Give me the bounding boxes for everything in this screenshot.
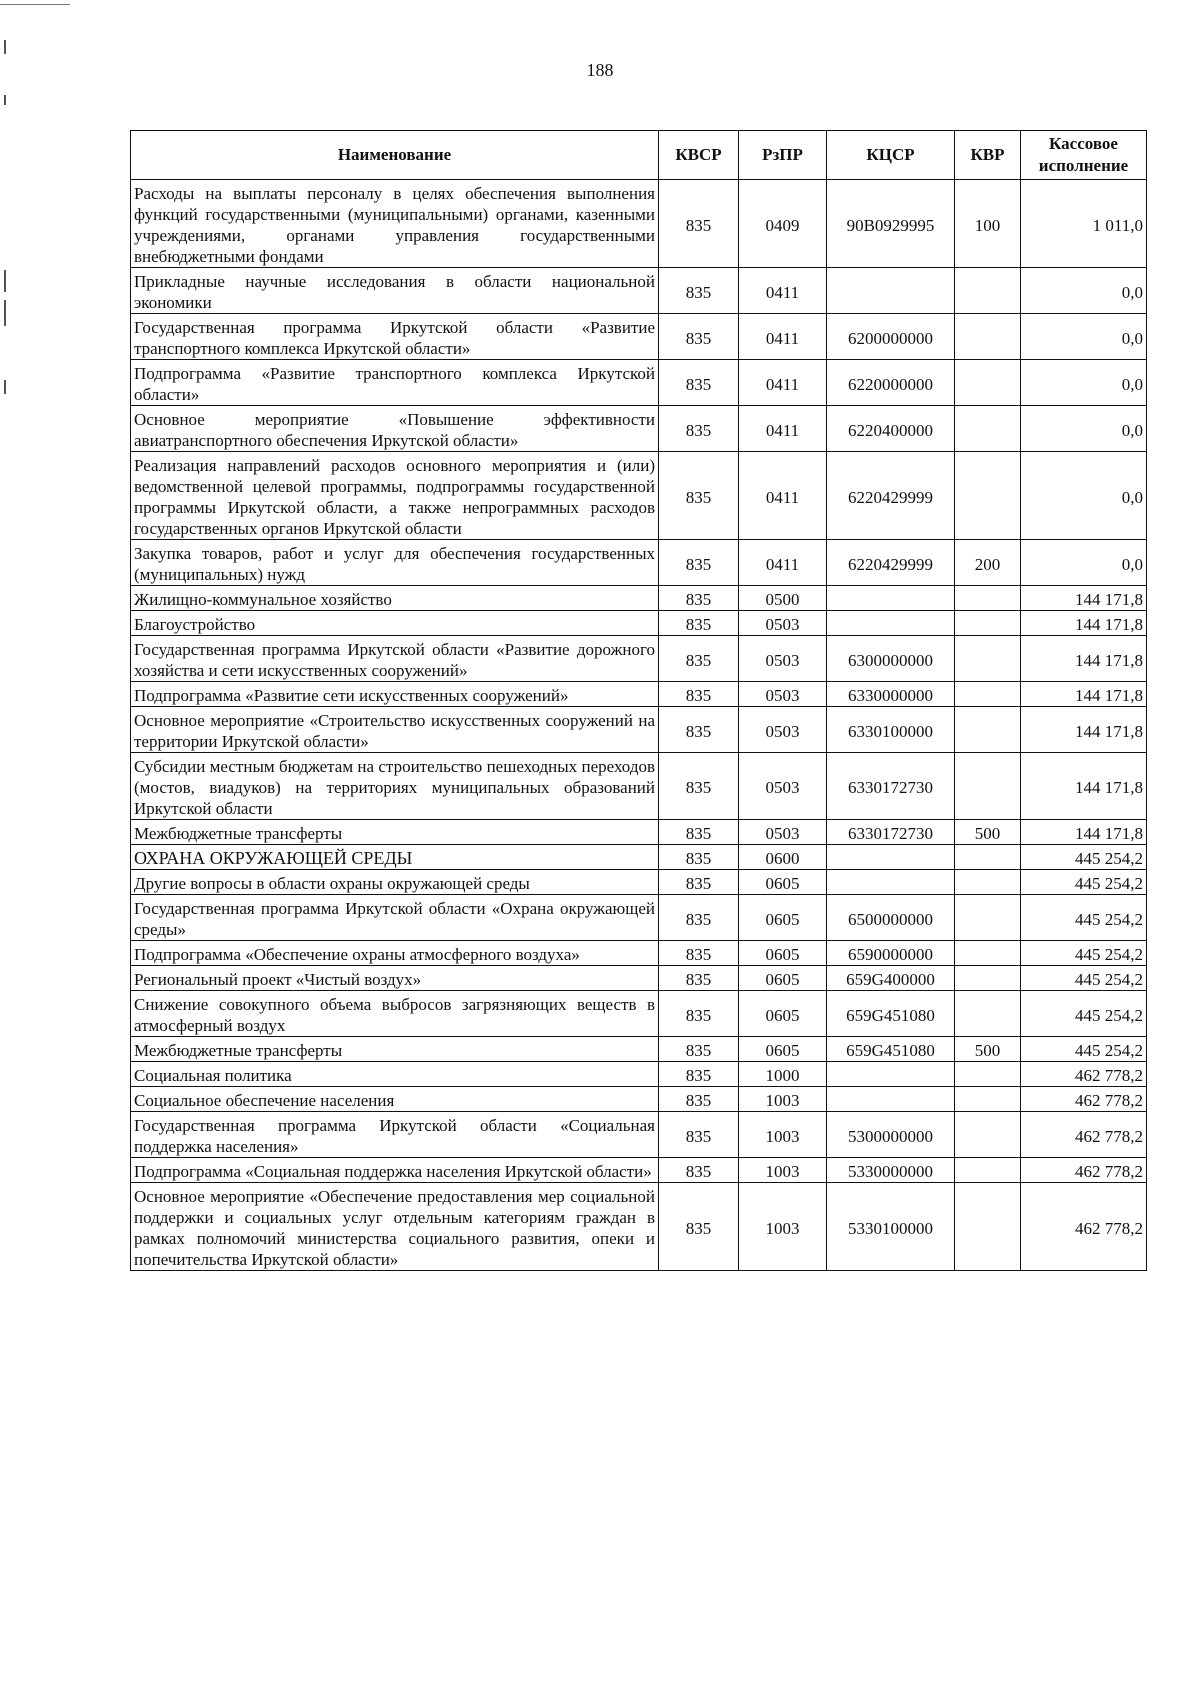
header-name: Наименование [131,131,659,180]
row-kvr-cell [955,360,1021,406]
row-execution-cell: 462 778,2 [1021,1158,1147,1183]
table-row [131,1087,1147,1112]
table-row [131,1037,1147,1062]
row-kvsr-cell: 835 [659,707,739,753]
row-execution-cell: 445 254,2 [1021,1037,1147,1062]
header-kvsr: КВСР [659,131,739,180]
row-execution-cell: 0,0 [1021,268,1147,314]
row-kvr-cell [955,966,1021,991]
table-row [131,1112,1147,1158]
row-rzpr-cell: 1000 [739,1062,827,1087]
row-kcsr-cell: 6500000000 [827,895,955,941]
table-row [131,406,1147,452]
row-execution-cell: 1 011,0 [1021,180,1147,268]
header-execution: Кассовое исполнение [1021,131,1147,180]
row-kcsr-cell: 5330100000 [827,1183,955,1271]
table-row [131,1158,1147,1183]
row-rzpr-cell: 0411 [739,360,827,406]
row-kvr-cell [955,895,1021,941]
row-name-cell: Социальная политика [131,1062,659,1087]
row-kvr-cell: 200 [955,540,1021,586]
row-kcsr-cell: 6330000000 [827,682,955,707]
header-kcsr: КЦСР [827,131,955,180]
row-kvsr-cell: 835 [659,1062,739,1087]
row-kvsr-cell: 835 [659,941,739,966]
row-kvsr-cell: 835 [659,1112,739,1158]
table-row [131,895,1147,941]
scan-mark [4,380,6,394]
row-execution-cell: 0,0 [1021,452,1147,540]
row-kcsr-cell [827,611,955,636]
row-kvr-cell [955,314,1021,360]
row-name-cell: Государственная программа Иркутской области «Социальная поддержка населения» [131,1112,659,1158]
row-kvr-cell [955,268,1021,314]
table-row [131,1183,1147,1271]
table-row [131,360,1147,406]
row-kcsr-cell [827,1087,955,1112]
row-kvsr-cell: 835 [659,820,739,845]
row-kcsr-cell: 6220400000 [827,406,955,452]
row-execution-cell: 144 171,8 [1021,636,1147,682]
scan-mark [4,300,6,326]
row-name-cell: Реализация направлений расходов основного мероприятия и (или) ведомственной целевой программы, подпрограммы государственной программы Иркутской области, а также непрограммных расходов государственных органов Иркутской области [131,452,659,540]
row-name-cell: ОХРАНА ОКРУЖАЮЩЕЙ СРЕДЫ [131,845,659,870]
row-execution-cell: 144 171,8 [1021,753,1147,820]
row-rzpr-cell: 0503 [739,682,827,707]
row-kvr-cell [955,1062,1021,1087]
table-row [131,870,1147,895]
row-execution-cell: 144 171,8 [1021,820,1147,845]
row-kvsr-cell: 835 [659,406,739,452]
row-name-cell: Региональный проект «Чистый воздух» [131,966,659,991]
row-kcsr-cell: 659G451080 [827,991,955,1037]
row-execution-cell: 144 171,8 [1021,586,1147,611]
row-rzpr-cell: 1003 [739,1183,827,1271]
row-kcsr-cell: 659G451080 [827,1037,955,1062]
row-rzpr-cell: 0411 [739,406,827,452]
row-kcsr-cell [827,1062,955,1087]
row-kvsr-cell: 835 [659,991,739,1037]
row-rzpr-cell: 0411 [739,268,827,314]
page-number: 188 [586,60,614,80]
row-kvsr-cell: 835 [659,753,739,820]
table-row [131,268,1147,314]
row-kvr-cell [955,941,1021,966]
row-execution-cell: 144 171,8 [1021,611,1147,636]
row-kcsr-cell [827,586,955,611]
row-name-cell: Расходы на выплаты персоналу в целях обеспечения выполнения функций государственными (муниципальными) органами, казенными учреждениями, органами управления государственными внебюджетными фондами [131,180,659,268]
row-kvsr-cell: 835 [659,540,739,586]
row-kcsr-cell: 6220000000 [827,360,955,406]
table-row [131,180,1147,268]
row-kvr-cell [955,1183,1021,1271]
row-kvr-cell [955,707,1021,753]
row-kvsr-cell: 835 [659,845,739,870]
row-rzpr-cell: 0411 [739,452,827,540]
row-kvr-cell [955,611,1021,636]
row-rzpr-cell: 0503 [739,611,827,636]
row-kvsr-cell: 835 [659,870,739,895]
row-execution-cell: 144 171,8 [1021,707,1147,753]
row-kvr-cell [955,753,1021,820]
row-kvr-cell [955,636,1021,682]
row-kvr-cell [955,1112,1021,1158]
row-name-cell: Закупка товаров, работ и услуг для обеспечения государственных (муниципальных) нужд [131,540,659,586]
row-execution-cell: 144 171,8 [1021,682,1147,707]
row-execution-cell: 0,0 [1021,360,1147,406]
table-row [131,452,1147,540]
row-name-cell: Государственная программа Иркутской области «Охрана окружающей среды» [131,895,659,941]
row-name-cell: Подпрограмма «Обеспечение охраны атмосферного воздуха» [131,941,659,966]
row-rzpr-cell: 0600 [739,845,827,870]
row-rzpr-cell: 1003 [739,1087,827,1112]
row-kvsr-cell: 835 [659,1087,739,1112]
row-execution-cell: 445 254,2 [1021,991,1147,1037]
row-name-cell: Благоустройство [131,611,659,636]
row-name-cell: Социальное обеспечение населения [131,1087,659,1112]
row-rzpr-cell: 0409 [739,180,827,268]
row-rzpr-cell: 0503 [739,820,827,845]
row-kcsr-cell: 90В0929995 [827,180,955,268]
row-execution-cell: 0,0 [1021,406,1147,452]
row-rzpr-cell: 0605 [739,991,827,1037]
table-row [131,707,1147,753]
row-kvsr-cell: 835 [659,360,739,406]
header-rzpr: РзПР [739,131,827,180]
row-kvsr-cell: 835 [659,1183,739,1271]
row-kcsr-cell [827,845,955,870]
table-row [131,636,1147,682]
table-row [131,753,1147,820]
row-name-cell: Субсидии местным бюджетам на строительство пешеходных переходов (мостов, виадуков) на территориях муниципальных образований Иркутской области [131,753,659,820]
row-rzpr-cell: 0605 [739,895,827,941]
table-header-row [131,131,1147,180]
row-rzpr-cell: 0605 [739,941,827,966]
table-row [131,586,1147,611]
row-kvr-cell: 100 [955,180,1021,268]
row-kcsr-cell: 6330100000 [827,707,955,753]
row-rzpr-cell: 0503 [739,753,827,820]
row-name-cell: Межбюджетные трансферты [131,1037,659,1062]
table-row [131,1062,1147,1087]
row-rzpr-cell: 0411 [739,314,827,360]
scan-mark [4,40,6,54]
row-kcsr-cell [827,268,955,314]
row-kcsr-cell: 5300000000 [827,1112,955,1158]
table-row [131,820,1147,845]
row-name-cell: Подпрограмма «Социальная поддержка населения Иркутской области» [131,1158,659,1183]
row-execution-cell: 445 254,2 [1021,870,1147,895]
row-kvr-cell [955,406,1021,452]
table-body [131,180,1147,1271]
row-execution-cell: 462 778,2 [1021,1183,1147,1271]
row-kvsr-cell: 835 [659,636,739,682]
row-execution-cell: 445 254,2 [1021,966,1147,991]
row-kvsr-cell: 835 [659,966,739,991]
row-kvr-cell [955,452,1021,540]
row-kvsr-cell: 835 [659,452,739,540]
row-name-cell: Прикладные научные исследования в области национальной экономики [131,268,659,314]
table-row [131,540,1147,586]
row-kvsr-cell: 835 [659,314,739,360]
row-kcsr-cell: 6200000000 [827,314,955,360]
row-name-cell: Государственная программа Иркутской области «Развитие дорожного хозяйства и сети искусственных сооружений» [131,636,659,682]
row-kvsr-cell: 835 [659,586,739,611]
row-name-cell: Основное мероприятие «Строительство искусственных сооружений на территории Иркутской области» [131,707,659,753]
row-rzpr-cell: 0503 [739,636,827,682]
row-kcsr-cell: 5330000000 [827,1158,955,1183]
row-kvr-cell: 500 [955,820,1021,845]
row-kcsr-cell: 6330172730 [827,753,955,820]
table-row [131,941,1147,966]
row-name-cell: Жилищно-коммунальное хозяйство [131,586,659,611]
row-kvr-cell [955,845,1021,870]
row-rzpr-cell: 0411 [739,540,827,586]
row-kcsr-cell: 6590000000 [827,941,955,966]
row-kcsr-cell: 6220429999 [827,540,955,586]
row-rzpr-cell: 1003 [739,1158,827,1183]
scan-edge-marks [0,0,12,1689]
row-kvr-cell [955,991,1021,1037]
row-name-cell: Подпрограмма «Развитие транспортного комплекса Иркутской области» [131,360,659,406]
row-name-cell: Подпрограмма «Развитие сети искусственных сооружений» [131,682,659,707]
row-kvsr-cell: 835 [659,611,739,636]
scan-mark [4,95,6,105]
row-kcsr-cell: 6300000000 [827,636,955,682]
row-rzpr-cell: 0605 [739,966,827,991]
row-execution-cell: 462 778,2 [1021,1062,1147,1087]
row-kvsr-cell: 835 [659,682,739,707]
row-name-cell: Снижение совокупного объема выбросов загрязняющих веществ в атмосферный воздух [131,991,659,1037]
row-kcsr-cell: 6330172730 [827,820,955,845]
row-execution-cell: 445 254,2 [1021,941,1147,966]
budget-table [130,130,1147,1271]
table-row [131,314,1147,360]
row-execution-cell: 0,0 [1021,314,1147,360]
row-execution-cell: 445 254,2 [1021,895,1147,941]
table-row [131,845,1147,870]
row-kvsr-cell: 835 [659,1158,739,1183]
row-kvr-cell [955,870,1021,895]
row-execution-cell: 0,0 [1021,540,1147,586]
row-rzpr-cell: 0605 [739,1037,827,1062]
row-kcsr-cell [827,870,955,895]
row-execution-cell: 462 778,2 [1021,1112,1147,1158]
row-kcsr-cell: 659G400000 [827,966,955,991]
row-kvr-cell [955,1087,1021,1112]
row-kvsr-cell: 835 [659,180,739,268]
row-rzpr-cell: 0605 [739,870,827,895]
row-rzpr-cell: 0503 [739,707,827,753]
table-row [131,966,1147,991]
row-name-cell: Основное мероприятие «Повышение эффективности авиатранспортного обеспечения Иркутской области» [131,406,659,452]
table-row [131,682,1147,707]
row-name-cell: Государственная программа Иркутской области «Развитие транспортного комплекса Иркутской области» [131,314,659,360]
row-kvr-cell [955,682,1021,707]
row-rzpr-cell: 0500 [739,586,827,611]
row-execution-cell: 462 778,2 [1021,1087,1147,1112]
row-kvr-cell [955,1158,1021,1183]
row-kvsr-cell: 835 [659,1037,739,1062]
row-kvr-cell [955,586,1021,611]
header-kvr: КВР [955,131,1021,180]
row-kvsr-cell: 835 [659,895,739,941]
table-row [131,611,1147,636]
row-kcsr-cell: 6220429999 [827,452,955,540]
table-row [131,991,1147,1037]
row-kvr-cell: 500 [955,1037,1021,1062]
row-rzpr-cell: 1003 [739,1112,827,1158]
row-kvsr-cell: 835 [659,268,739,314]
row-name-cell: Другие вопросы в области охраны окружающей среды [131,870,659,895]
row-name-cell: Основное мероприятие «Обеспечение предоставления мер социальной поддержки и социальных услуг отдельным категориям граждан в рамках полномочий министерства социального развития, опеки и попечительства Иркутской области» [131,1183,659,1271]
row-execution-cell: 445 254,2 [1021,845,1147,870]
scan-mark [4,270,6,292]
row-name-cell: Межбюджетные трансферты [131,820,659,845]
